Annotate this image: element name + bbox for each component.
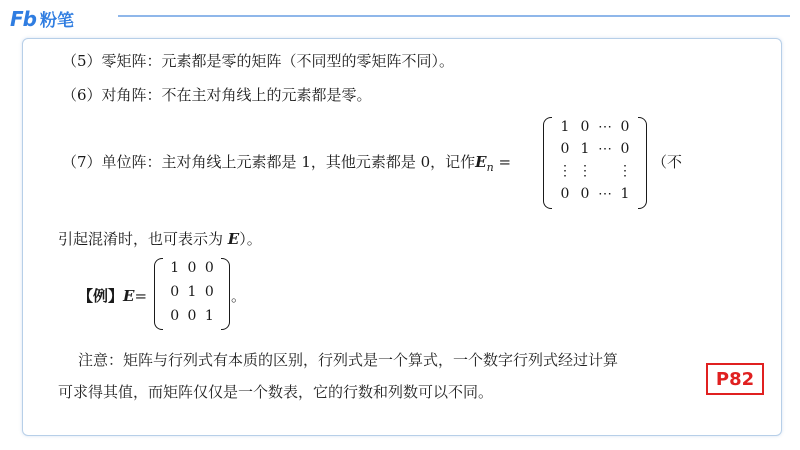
matrix-cell: 0 [580,186,590,202]
matrix-row [555,186,635,202]
symbol-E: E [227,230,240,248]
matrix-cell: 0 [580,119,590,135]
matrix-right-bracket [638,117,647,209]
example-label-line [78,285,147,306]
matrix-cell: ⋮ [618,163,632,179]
item7-suffix: （不 [652,153,683,171]
matrix-row [166,260,218,276]
item-identity-matrix [62,151,511,174]
logo-text: 粉笔 [39,11,74,31]
matrix-cell: 0 [560,186,570,202]
matrix-row [555,141,635,157]
example-identity-matrix [154,258,230,330]
matrix-cell: 0 [560,141,570,157]
matrix-cell: 0 [620,119,630,135]
matrix-row [555,119,635,135]
matrix-cell: 1 [170,260,180,276]
note-line-2: 可求得其值，而矩阵仅仅是一个数表，它的行数和列数可以不同。 [58,383,494,401]
item7-prefix: （7）单位阵：主对角线上元素都是 1，其他元素都是 0，记作 [62,153,476,171]
symbol-E: E [475,153,487,171]
matrix-cell: 0 [187,260,197,276]
matrix-cell: 1 [580,141,590,157]
matrix-cell: 0 [170,284,180,300]
subscript-n: n [486,161,494,174]
item-zero-matrix: （5）零矩阵：元素都是零的矩阵（不同型的零矩阵不同）。 [62,52,455,70]
matrix-cell: 1 [204,308,214,324]
matrix-cell: 0 [204,260,214,276]
note-line-1: 注意：矩阵与行列式有本质的区别，行列式是一个算式，一个数字行列式经过计算 [78,351,619,369]
equals-sign: = [134,287,148,305]
matrix-cell: 0 [204,284,214,300]
matrix-cell: 1 [620,186,630,202]
matrix-cell: ⋯ [598,141,612,157]
brand-logo [10,6,74,31]
matrix-left-bracket [543,117,552,209]
top-bar [0,0,800,36]
matrix-cell: 0 [620,141,630,157]
identity-matrix-En [543,117,647,209]
item7-cont-prefix: 引起混淆时，也可表示为 [58,230,228,248]
matrix-left-bracket [154,258,163,330]
matrix-row [555,163,635,179]
item7-cont-suffix: ）。 [239,230,262,248]
matrix-cell: ⋮ [558,163,572,179]
matrix-cell: 0 [187,308,197,324]
logo-mark: Fb [10,6,36,31]
example-end: 。 [231,287,247,305]
matrix-cell: 0 [170,308,180,324]
matrix-cell: 1 [560,119,570,135]
header-divider [118,15,790,17]
matrix-cell [595,163,615,179]
matrix-cell: ⋮ [578,163,592,179]
page-badge: P82 [706,363,764,395]
item-diagonal-matrix: （6）对角阵：不在主对角线上的元素都是零。 [62,86,372,104]
matrix-right-bracket [221,258,230,330]
matrix-row [166,284,218,300]
matrix-cell: 1 [187,284,197,300]
matrix-cell: ⋯ [598,119,612,135]
example-label: 【例】 [78,287,124,305]
item7-continuation [58,228,262,249]
equals-sign: = [493,153,512,171]
symbol-E: E [123,287,135,305]
matrix-cell: ⋯ [598,186,612,202]
matrix-row [166,308,218,324]
